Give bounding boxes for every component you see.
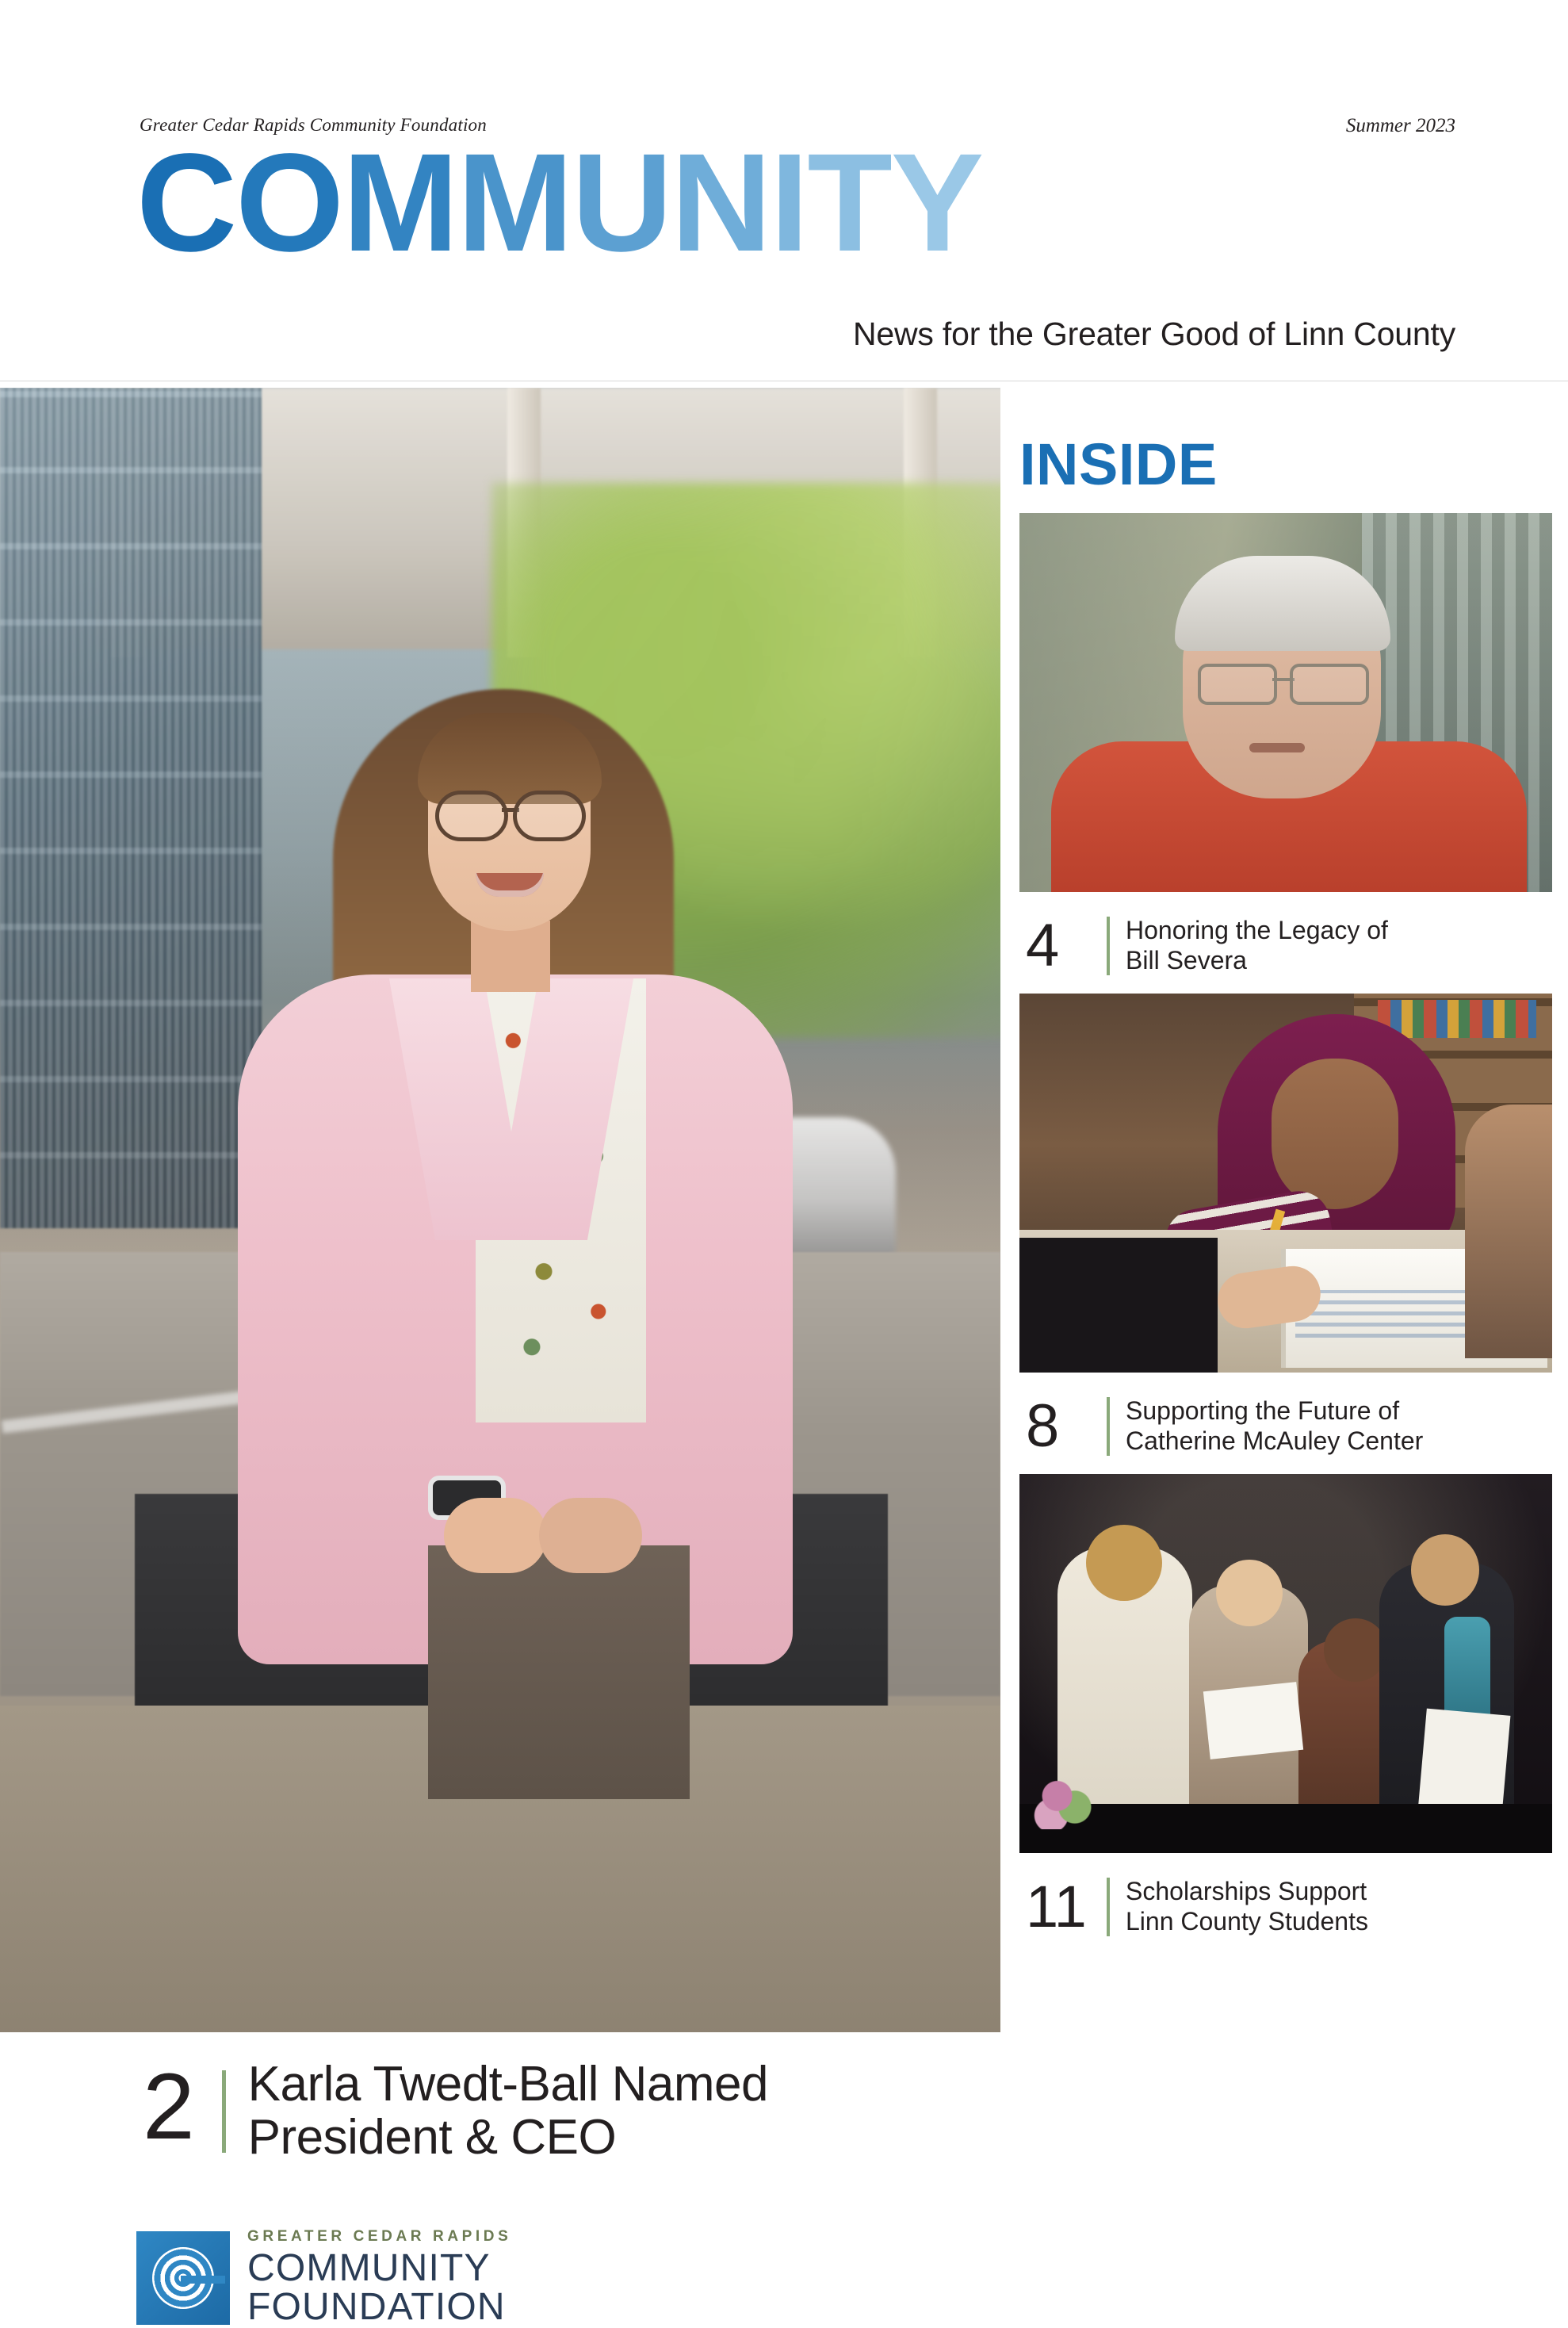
inside-item-scholarships[interactable]: [1019, 1474, 1552, 1951]
inside-item-bill-severa[interactable]: [1019, 513, 1552, 990]
masthead: [0, 0, 1568, 381]
cover-story-headline-line2: President & CEO: [247, 2110, 617, 2165]
masthead-issue-date: Summer 2023: [1345, 115, 1455, 136]
photo-subject-glasses: [435, 791, 586, 835]
photo-tutor-detail: [1465, 1105, 1552, 1358]
photo-subject-hand-right: [539, 1498, 642, 1573]
cover-story-headline: [248, 2058, 768, 2165]
foundation-logo-wordmark: [247, 2229, 511, 2327]
cover-body: [0, 381, 1568, 2328]
glasses-lens-right: [513, 791, 586, 841]
cover-story-caption-rule: [222, 2070, 226, 2153]
foundation-logo-main-line1: COMMUNITY: [247, 2247, 491, 2289]
photo-study-session: [1019, 994, 1552, 1373]
inside-item-photo: [1019, 513, 1552, 892]
photo-subject-neck: [471, 921, 550, 992]
cover-photo-background: [0, 388, 1000, 2039]
cover-story-headline-line1: Karla Twedt-Ball Named: [247, 2057, 769, 2112]
inside-item-photo: [1019, 994, 1552, 1373]
inside-item-photo: [1019, 1474, 1552, 1853]
masthead-title-letter: M: [457, 125, 572, 281]
masthead-organization: Greater Cedar Rapids Community Foundation: [140, 115, 487, 135]
masthead-title-letter: O: [235, 125, 343, 281]
inside-item-title-line1: Scholarships Support: [1126, 1877, 1367, 1906]
photo-books-detail: [1378, 1000, 1536, 1038]
photo-subject-trousers: [428, 1545, 690, 1799]
photo-certificate-detail: [1418, 1709, 1511, 1819]
glasses-lens-left: [1198, 664, 1277, 705]
photo-building-detail: [0, 388, 262, 1228]
inside-item-caption: [1019, 892, 1552, 990]
inside-item-title: [1126, 1877, 1368, 1937]
glasses-lens-right: [1290, 664, 1369, 705]
inside-column: [1013, 381, 1568, 2030]
glasses-lens-left: [435, 791, 508, 841]
masthead-tagline: News for the Greater Good of Linn County: [852, 316, 1455, 352]
cover-story-caption[interactable]: [0, 2032, 1000, 2191]
photo-stage-floor-detail: [1019, 1804, 1552, 1853]
foundation-logo: [136, 2229, 511, 2327]
inside-item-title-line2: Linn County Students: [1126, 1907, 1368, 1936]
photo-glasses-detail: [1198, 664, 1369, 700]
cover-story-column: [0, 381, 1000, 2328]
photo-attendee-head-detail: [1411, 1534, 1479, 1606]
inside-item-title-line2: Bill Severa: [1126, 946, 1247, 974]
inside-item-title: [1126, 1396, 1423, 1457]
masthead-title-letter: C: [136, 125, 236, 281]
foundation-logo-top-line: GREATER CEDAR RAPIDS: [247, 2228, 512, 2245]
cover-story-photo: [0, 388, 1000, 2039]
inside-item-title: [1126, 916, 1388, 976]
inside-item-title-line2: Catherine McAuley Center: [1126, 1426, 1424, 1455]
photo-presenter-head-detail: [1086, 1525, 1162, 1601]
photo-subject-hand-left: [444, 1498, 547, 1573]
photo-hair-detail: [1175, 556, 1390, 651]
inside-heading: INSIDE: [1019, 431, 1218, 497]
inside-item-title-line1: Supporting the Future of: [1126, 1396, 1400, 1426]
cover-story-page-number: 2: [143, 2054, 195, 2159]
inside-item-page-number: 4: [1026, 912, 1060, 979]
photo-mouth-detail: [1249, 743, 1305, 752]
inside-item-caption-rule: [1107, 917, 1110, 975]
photo-stage-ceremony: [1019, 1474, 1552, 1853]
photo-older-man: [1019, 513, 1552, 892]
masthead-title-letter: T: [807, 125, 891, 281]
masthead-title-letter: I: [770, 125, 808, 281]
photo-student-face-detail: [1272, 1059, 1398, 1209]
photo-certificate-detail: [1203, 1682, 1303, 1759]
inside-item-caption: [1019, 1373, 1552, 1471]
masthead-title-letter: Y: [890, 125, 983, 281]
foundation-logo-main-line2: FOUNDATION: [247, 2285, 506, 2328]
masthead-title-letter: U: [572, 125, 671, 281]
masthead-title-letter: M: [342, 125, 457, 281]
inside-item-catherine-mcauley-center[interactable]: [1019, 994, 1552, 1471]
photo-flowers-detail: [1034, 1774, 1092, 1829]
inside-item-page-number: 8: [1026, 1392, 1060, 1460]
photo-student-head-detail: [1324, 1618, 1387, 1682]
photo-foreground-shadow-detail: [1019, 1238, 1218, 1373]
foundation-logo-mark-icon: [136, 2231, 230, 2325]
inside-item-caption: [1019, 1853, 1552, 1951]
inside-item-title-line1: Honoring the Legacy of: [1126, 916, 1388, 945]
inside-item-caption-rule: [1107, 1878, 1110, 1936]
inside-item-page-number: 11: [1026, 1874, 1087, 1939]
photo-student-head-detail: [1216, 1560, 1283, 1626]
inside-item-caption-rule: [1107, 1397, 1110, 1456]
masthead-title-letter: N: [671, 125, 771, 281]
